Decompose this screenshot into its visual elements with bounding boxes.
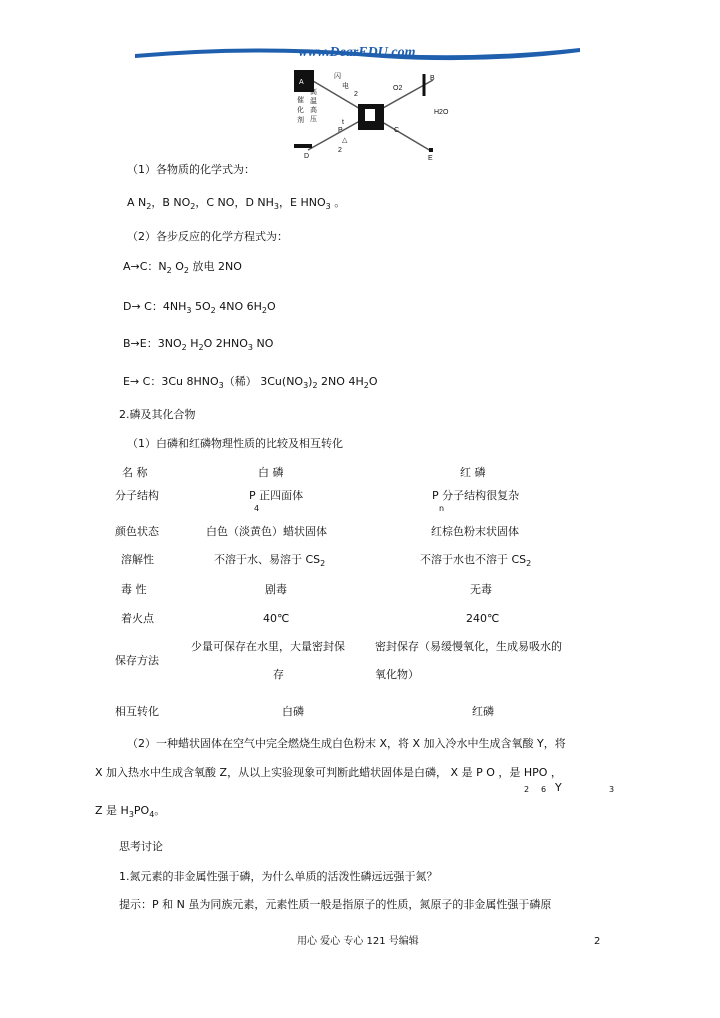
label-2a: 2 bbox=[354, 91, 358, 98]
row-storage-red-1: 密封保存（易缓慢氧化，生成易吸水的 bbox=[375, 640, 562, 653]
page-number: 2 bbox=[594, 936, 601, 947]
table-header-white: 白 磷 bbox=[258, 466, 284, 479]
label-c: C bbox=[394, 127, 400, 134]
label-dian: 电 bbox=[342, 83, 349, 90]
equation-e-c: E→ C：3Cu $8HNO_3$（稀） $3Cu(NO_3)_2$ 2NO $4H_2O$ bbox=[123, 375, 378, 391]
label-hua: 化 bbox=[297, 107, 304, 114]
discussion-hint: 提示：P 和 N 虽为同族元素，元素性质一般是指原子的性质，氮原子的非金属性强于磷原 bbox=[119, 898, 552, 911]
q1-heading: （1）各物质的化学式为： bbox=[127, 163, 255, 176]
row-solubility-red: 不溶于水也不溶于 $CS_2$ bbox=[420, 553, 532, 569]
label-e: E bbox=[428, 155, 433, 162]
answer-formulas: A $N_2$，B $NO_2$，C NO，D $NH_3$，E $HNO_3$ 。 bbox=[127, 196, 346, 212]
label-h2o: H2O bbox=[434, 109, 449, 116]
plate-d bbox=[294, 144, 312, 148]
sub-4: 4 bbox=[254, 504, 260, 513]
row-ignition-label: 着火点 bbox=[121, 612, 154, 625]
label-ji: 剂 bbox=[297, 117, 304, 124]
row-conversion-white: 白磷 bbox=[282, 705, 304, 718]
label-p: P bbox=[338, 127, 343, 134]
label-d: D bbox=[304, 153, 310, 160]
label-shan: 闪 bbox=[334, 73, 341, 80]
row-storage-white-1: 少量可保存在水里，大量密封保 bbox=[191, 640, 345, 653]
label-a: A bbox=[299, 79, 304, 86]
row-ignition-red: 240℃ bbox=[466, 612, 500, 625]
sub2-sub-6: 6 bbox=[541, 785, 547, 794]
row-color-white: 白色（淡黄色）蜡状固体 bbox=[206, 525, 327, 538]
row-toxicity-white: 剧毒 bbox=[265, 583, 287, 596]
row-storage-label: 保存方法 bbox=[115, 654, 159, 667]
sub2-line2: X 加入热水中生成含氧酸 Z，从以上实验现象可判断此蜡状固体是白磷， X 是 P O ，是 HPO ， bbox=[95, 766, 562, 779]
row-conversion-red: 红磷 bbox=[472, 705, 494, 718]
row-color-red: 红棕色粉末状固体 bbox=[431, 525, 519, 538]
row-solubility-white: 不溶于水、易溶于 $CS_2$ bbox=[214, 553, 326, 569]
label-gao2: 高 bbox=[310, 107, 317, 114]
sub-n: n bbox=[439, 504, 445, 513]
discussion-title: 思考讨论 bbox=[119, 840, 163, 853]
row-conversion-label: 相互转化 bbox=[115, 705, 159, 718]
label-cui: 催 bbox=[297, 97, 304, 104]
equation-b-e: B→E：$3NO_2$ $H_2O$ $2HNO_3$ NO bbox=[123, 337, 274, 353]
equation-a-c: A→C：$N_2$ $O_2$ 放电 2NO bbox=[123, 260, 242, 276]
sub2-sub-3: 3 bbox=[609, 785, 615, 794]
row-solubility-label: 溶解性 bbox=[121, 553, 154, 566]
label-o2: O2 bbox=[393, 85, 403, 92]
table-header-red: 红 磷 bbox=[460, 466, 486, 479]
table-header-name: 名 称 bbox=[122, 466, 148, 479]
label-t: t bbox=[342, 119, 344, 126]
row-structure-label: 分子结构 bbox=[115, 489, 159, 502]
section2-title: 2.磷及其化合物 bbox=[119, 408, 196, 421]
logo-text: www.DearEDU.com bbox=[298, 45, 416, 60]
label-b: B bbox=[430, 75, 435, 82]
label-2b: 2 bbox=[338, 147, 342, 154]
row-toxicity-red: 无毒 bbox=[470, 583, 492, 596]
row-structure-red: P 分子结构很复杂 bbox=[432, 489, 520, 502]
reaction-diagram bbox=[288, 66, 450, 162]
row-storage-white-2: 存 bbox=[273, 668, 284, 681]
sub2-line1: （2）一种蜡状固体在空气中完全燃烧生成白色粉末 X，将 X 加入冷水中生成含氧酸 Y，将 bbox=[127, 737, 566, 750]
section2-sub1: （1）白磷和红磷物理性质的比较及相互转化 bbox=[127, 437, 343, 450]
q2-heading: （2）各步反应的化学方程式为： bbox=[127, 230, 288, 243]
sub2-sub-2: 2 bbox=[524, 785, 530, 794]
label-gao1: 高 bbox=[310, 89, 317, 96]
row-color-label: 颜色状态 bbox=[115, 525, 159, 538]
row-ignition-white: 40℃ bbox=[263, 612, 290, 625]
sub2-sub-y: Y bbox=[555, 781, 562, 794]
equation-d-c: D→ C：$4NH_3$ $5O_2$ 4NO $6H_2O$ bbox=[123, 300, 276, 316]
label-ya: 压 bbox=[310, 116, 317, 123]
dearedu-logo bbox=[130, 42, 585, 68]
footer-text: 用心 爱心 专心 121 号编辑 bbox=[297, 936, 419, 947]
discussion-question: 1.氮元素的非金属性强于磷，为什么单质的活泼性磷远远强于氮？ bbox=[119, 870, 438, 883]
row-toxicity-label: 毒 性 bbox=[121, 583, 147, 596]
row-storage-red-2: 氧化物） bbox=[375, 668, 419, 681]
row-structure-white: P 正四面体 bbox=[249, 489, 304, 502]
label-wen: 温 bbox=[310, 98, 317, 105]
label-heat: △ bbox=[342, 137, 348, 144]
sub2-line3: Z 是 $H_3PO_4$。 bbox=[95, 804, 166, 820]
